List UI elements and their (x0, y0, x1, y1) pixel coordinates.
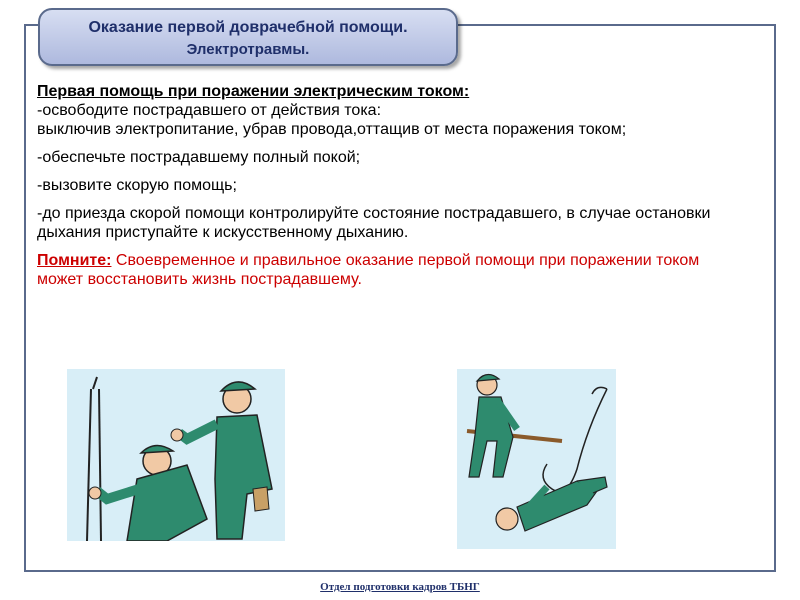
remember-note (37, 251, 727, 289)
step-2: -обеспечьте пострадавшему полный покой; (37, 149, 361, 166)
illustration-removing-wire (457, 369, 616, 549)
step-3: -вызовите скорую помощь; (37, 177, 237, 194)
title-line-2: Электротравмы. (186, 41, 310, 58)
remember-text: Своевременное и правильное оказание первой помощи при поражении током может восстановить жизнь пострадавшему. (37, 252, 700, 288)
pulling-victim-drawing (67, 369, 285, 541)
remember-label: Помните: (37, 252, 112, 269)
instructions-text (37, 82, 727, 298)
title-banner (38, 8, 458, 66)
step-4: -до приезда скорой помощи контролируйте состояние пострадавшего, в случае остановки дыхания приступайте к искусственному дыханию. (37, 205, 711, 241)
step-1-intro: -освободите пострадавшего от действия тока: (37, 102, 382, 119)
removing-wire-drawing (457, 369, 616, 549)
step-1-detail: выключив электропитание, убрав провода,оттащив от места поражения током; (37, 121, 627, 138)
instructions-heading: Первая помощь при поражении электрическим током: (37, 83, 470, 100)
title-line-1: Оказание первой доврачебной помощи. (88, 19, 408, 36)
footer-department: Отдел подготовки кадров ТБНГ (320, 581, 480, 593)
illustration-pulling-victim (67, 369, 285, 541)
